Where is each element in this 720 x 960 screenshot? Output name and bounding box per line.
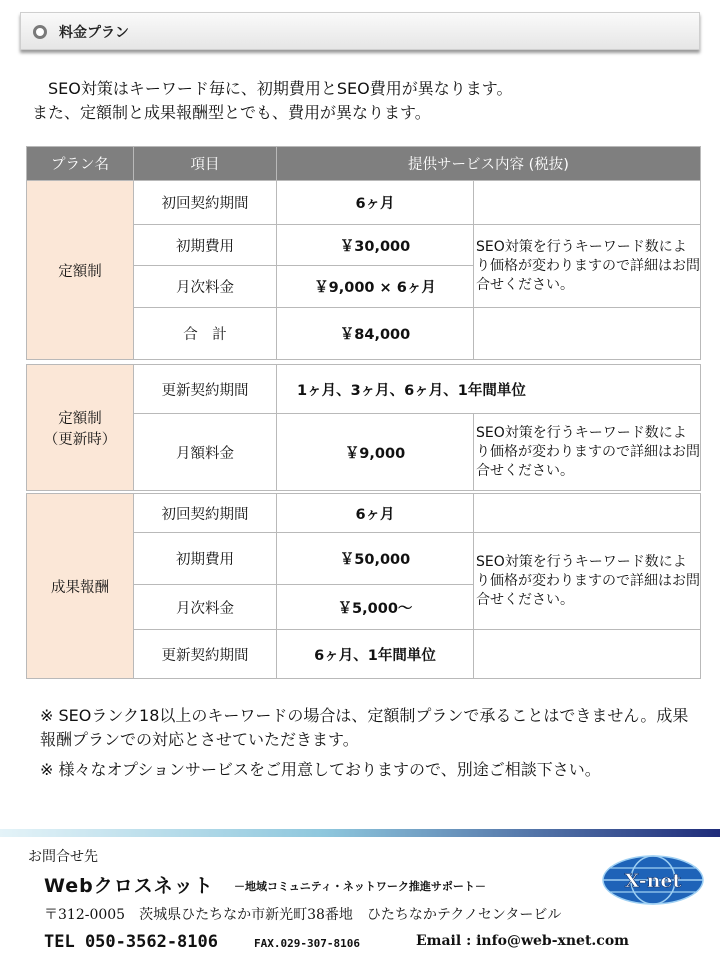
company-name: Webクロスネット [44,875,214,897]
row-note: SEO対策を行うキーワード数により価格が変わりますので詳細はお問合せください。 [474,533,701,630]
empty-cell [474,181,701,225]
xnet-logo-icon [598,852,708,908]
contact-footer [0,840,720,960]
row-item: 更新契約期間 [134,365,277,414]
empty-cell [474,494,701,533]
row-note: SEO対策を行うキーワード数により価格が変わりますので詳細はお問合せください。 [474,414,701,491]
price-table-flat [26,146,701,360]
plan-name-flat: 定額制 [27,181,134,360]
row-item: 更新契約期間 [134,630,277,679]
footnote-1: ※ SEOランク18以上のキーワードの場合は、定額制プランで承ることはできません。成果報酬プランでの対応とさせていただきます。 [40,706,689,749]
row-item: 初期費用 [134,225,277,266]
row-value: ￥9,000 [277,414,474,491]
header-item: 項目 [134,147,277,181]
row-value: 6ヶ月、1年間単位 [277,630,474,679]
row-value: 6ヶ月 [277,494,474,533]
contact-label: お問合せ先 [28,849,98,865]
fax-number: FAX.029-307-8106 [254,937,360,950]
footnotes [40,704,700,788]
gradient-divider [0,829,720,837]
company-tagline: －地域コミュニティ・ネットワーク推進サポート－ [234,880,486,893]
email-address[interactable]: Email : info@web-xnet.com [416,933,629,949]
logo-text: X-net [624,870,682,892]
plan-name-line2: （更新時） [43,431,117,448]
row-item: 初回契約期間 [134,181,277,225]
header-plan: プラン名 [27,147,134,181]
plan-name-performance: 成果報酬 [27,494,134,679]
empty-cell [474,308,701,360]
row-item: 合 計 [134,308,277,360]
row-value: ￥5,000～ [277,585,474,630]
section-header [20,12,700,50]
plan-name-line1: 定額制 [58,410,102,427]
section-title: 料金プラン [59,25,129,41]
intro-line-1: SEO対策はキーワード毎に、初期費用とSEO費用が異なります。 [48,79,513,98]
row-item: 月額料金 [134,414,277,491]
header-service: 提供サービス内容 (税抜) [277,147,701,181]
row-item: 月次料金 [134,585,277,630]
empty-cell [474,630,701,679]
row-item: 初期費用 [134,533,277,585]
price-table-renewal [26,364,701,491]
company-address: 〒312-0005 茨城県ひたちなか市新光町38番地 ひたちなかテクノセンタービル [44,907,562,923]
table-row [27,181,701,225]
intro-line-2: また、定額制と成果報酬型とでも、費用が異なります。 [32,103,431,122]
price-table-performance [26,493,701,679]
footnote-2: ※ 様々なオプションサービスをご用意しておりますので、別途ご相談下さい。 [40,760,601,779]
table-header-row [27,147,701,181]
row-value: ￥9,000 × 6ヶ月 [277,266,474,308]
plan-name-renewal [27,365,134,491]
row-value: 1ヶ月、3ヶ月、6ヶ月、1年間単位 [277,365,701,414]
table-row [27,365,701,414]
bullet-icon [33,25,47,39]
row-item: 初回契約期間 [134,494,277,533]
row-value: ￥84,000 [277,308,474,360]
table-row [27,494,701,533]
phone-number: TEL 050-3562-8106 [44,932,218,952]
row-value: 6ヶ月 [277,181,474,225]
row-value: ￥30,000 [277,225,474,266]
intro-text [32,77,512,125]
row-note: SEO対策を行うキーワード数により価格が変わりますので詳細はお問合せください。 [474,225,701,308]
row-item: 月次料金 [134,266,277,308]
row-value: ￥50,000 [277,533,474,585]
